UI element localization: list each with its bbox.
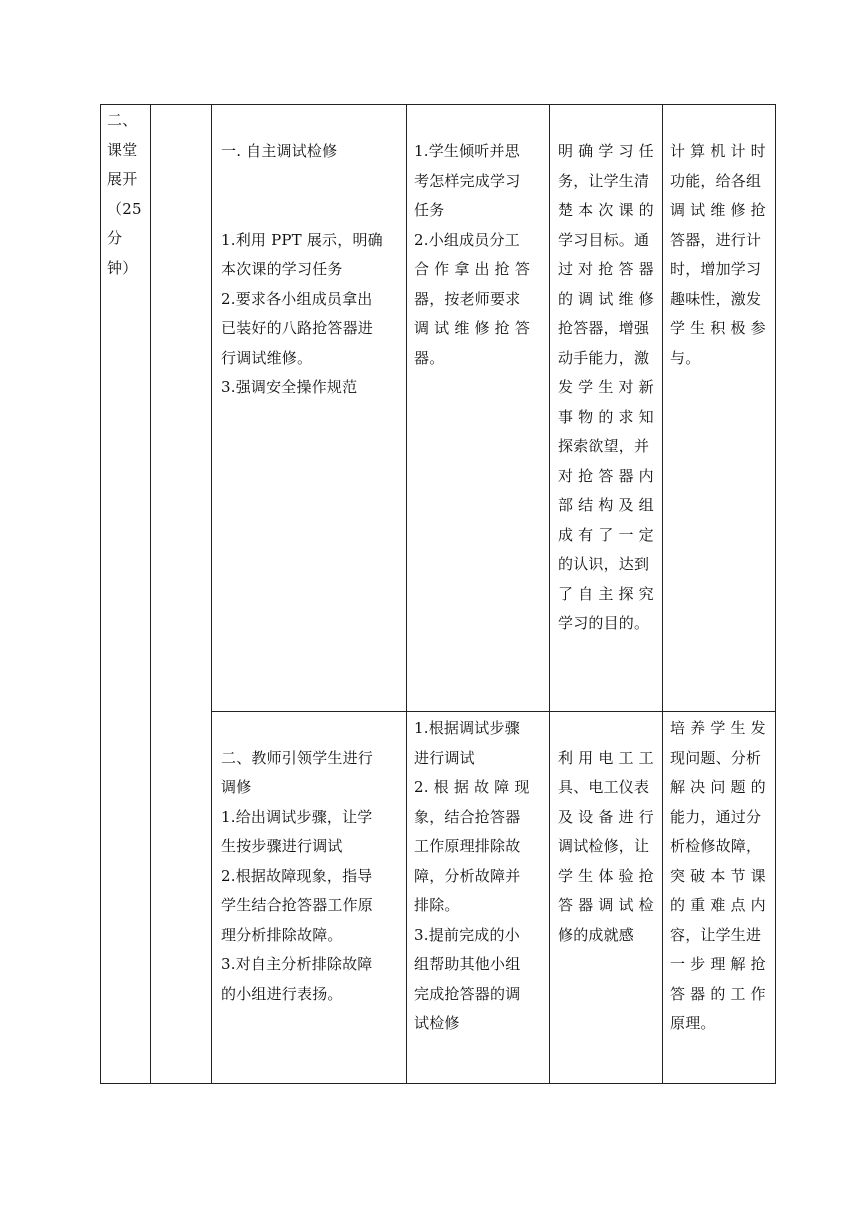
design-intent-2: 利 用 电 工 工 具、电工仪表 及 设 备 进 行 调试检修，让 学 生 体 验 抢 答 器 调 试 检 修的成就感 <box>558 748 654 944</box>
teacher-activity-1: 一. 自主调试检修 1.利用 PPT 展示，明确 本次课的学习任务 2.要求各小组成员拿出 已装好的八路抢答器进 行调试维修。 3.强调安全操作规范 <box>221 142 383 396</box>
column-divider <box>549 105 550 1083</box>
column-divider <box>406 105 407 1083</box>
column-divider <box>150 105 151 1083</box>
teacher-activity-2: 二、教师引领学生进行 调修 1.给出调试步骤，让学 生按步骤进行调试 2.根据故障现象，指导 学生结合抢答器工作原 理分析排除故障。 3.对自主分析排除故障 的小组进行表扬。 <box>221 748 374 1003</box>
design-intent-1: 明 确 学 习 任 务，让学生清 楚 本 次 课 的 学习目标。通 过 对 抢 答 器 的 调 试 维 修 抢答器，增强 动手能力，激 发 学 生 对 新 事 物 的 求 知 探索欲望，并 对 抢 答 器 内 部 结 构 及 组 成 有 了 一 定 的认识，达到 了 自 主 探 究 学习的目的。 <box>558 142 654 632</box>
column-divider <box>662 105 663 1083</box>
stage-cell: 二、 课堂 展开 （25 分 钟） <box>107 111 142 277</box>
student-activity-1: 1.学生倾听并思 考怎样完成学习 任务 2.小组成员分工 合 作 拿 出 抢 答 器，按老师要求 调 试 维 修 抢 答 器。 <box>414 142 531 367</box>
resource-use-1: 计 算 机 计 时 功能，给各组 调 试 维 修 抢 答器，进行计 时，增加学习 趣味性，激发 学 生 积 极 参 与。 <box>670 142 766 367</box>
lesson-plan-table <box>100 104 776 1084</box>
student-activity-2: 1.根据调试步骤 进行调试 2. 根 据 故 障 现 象，结合抢答器 工作原理排除故 障，分析故障并 排除。 3.提前完成的小 组帮助其他小组 完成抢答器的调 试检修 <box>414 719 530 1032</box>
resource-use-2: 培 养 学 生 发 现问题、分析 解 决 问 题 的 能力，通过分 析检修故障， 突 破 本 节 课 的 重 难 点 内 容，让学生进 一 步 理 解 抢 答 器 的 工 作 原理。 <box>670 719 766 1032</box>
row-divider <box>211 711 775 712</box>
column-divider <box>211 105 212 1083</box>
